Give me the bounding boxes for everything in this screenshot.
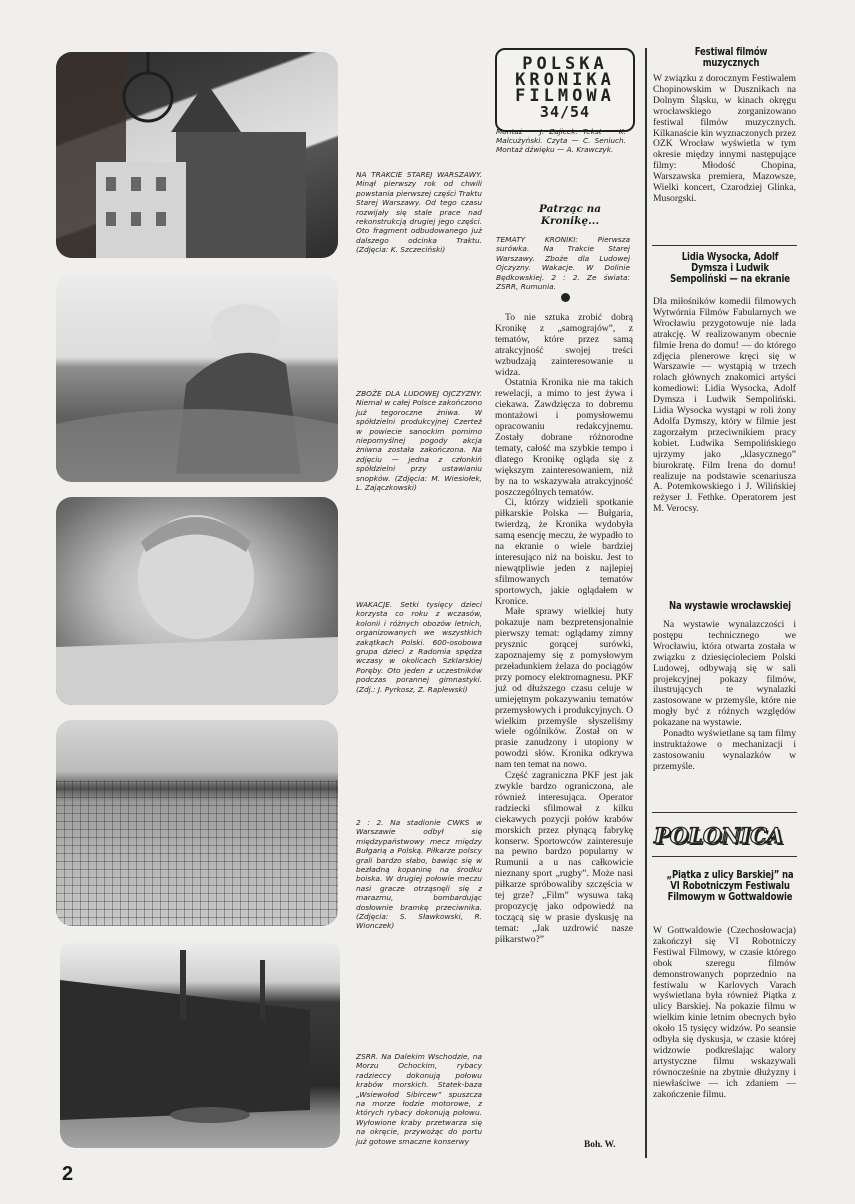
column-divider xyxy=(645,48,647,1158)
review-p5: Część zagraniczna PKF jest jak zwykle bardzo ograniczona, ale również interesująca. Operator radziecki sfilmował z kilku ciekawych pozycji połów krabów morskich przez płynącą fabrykę konserw. Sportowców zainteresuje na pewno bardzo popularny w Rumunii a u nas całkowicie nieznany sport „rugby”. Może nasi piłkarze spróbowaliby szczęścia w tej grze? „Film” wysuwa taką propozycję jako odpowiedź na toczącą się w prasie dyskusję na temat: „Jak uzdrowić nasze piłkarstwo?” xyxy=(495,770,633,945)
caption-harvest: ZBOŻE DLA LUDOWEJ OJCZYZNY. Niemal w całej Polsce zakończono już tegoroczne żniwa. W spółdzielni produkcyjnej Czerteż w powiecie sanockim pomimo niepomyślnej pogody akcja żniwna została zakończona. Na zdjęciu — jedna z członkiń spółdzielni przy ustawianiu snopków. (Zdjęcia: M. Wiesiołek, L. Zajączkowski) xyxy=(356,389,482,493)
photo-football-match xyxy=(56,720,338,926)
page-number: 2 xyxy=(62,1163,74,1185)
heading-wroclaw-exhibition: Na wystawie wrocławskiej xyxy=(669,600,791,612)
heading-patrzac-na-kronike: Patrząc na Kronikę... xyxy=(538,203,602,227)
caption-holidays: WAKACJE. Setki tysięcy dzieci korzysta co roku z wczasów, kolonii i różnych obozów letnich, organizowanych we wszystkich zakątkach Polski. 600-osobowa grupa dzieci z Radomia spędza wczasy w okolicach Szklarskiej Poręby. Oto jeden z uczestników podczas porannej gimnastyki. (Zdj.: J. Pyrkosz, Z. Raplewski) xyxy=(356,600,482,694)
heading-wysocka-dymsza: Lidia Wysocka, Adolf Dymsza i Ludwik Sempoliński — na ekranie xyxy=(670,251,790,285)
section-bullet xyxy=(561,293,570,302)
credits: Montaż — J. Zajicek. Tekst — K. Malcużyński. Czyta — C. Seniuch. Montaż dźwięku — A. Krawczyk. xyxy=(496,127,626,154)
review-p2: Ostatnia Kronika nie ma takich rewelacji, a mimo to jest żywa i ciekawa. Zawdzięcza to dobremu montażowi i pomysłowemu opracowaniu redakcyjnemu. Zostały dobrane różnorodne tematy, całość ma szybkie tempo i dlatego Kronikę ogląda się z większym zainteresowaniem, niż by na to wskazywała atrakcyjność poszczególnych tematów. xyxy=(495,377,633,498)
heading-piatka-z-ulicy-barskiej: „Piątka z ulicy Barskiej” na VI Robotniczym Festiwalu Filmowym w Gottwaldowie xyxy=(666,869,794,903)
photo-harvest-worker xyxy=(56,274,338,482)
right-divider-1 xyxy=(652,245,797,246)
wroclaw-exhibition-p1: Na wystawie wynalazczości i postępu technicznego we Wrocławiu, która otwarta została w związku z dziesięcioleciem Polski Ludowej, odbywają się w sali projekcyjnej pokazy filmów, ilustrujących te wynalazki zastosowane w przemyśle, które nie mogły być z różnych względów pokazane na wystawie. xyxy=(653,619,796,729)
wroclaw-exhibition-text xyxy=(653,620,796,773)
wroclaw-exhibition-p2: Ponadto wyświetlane są tam filmy instruktażowe o mechanizacji i zastosowaniu wynalazków w przemyśle. xyxy=(653,728,796,772)
masthead-issue: 34/54 xyxy=(539,103,591,121)
photo-boy-gymnastics xyxy=(56,497,338,705)
review-p1: To nie sztuka zrobić dobrą Kronikę z „samograjów”, z tematów, które przez samą atrakcyjność swojej treści wzbudzają zainteresowanie u widza. xyxy=(495,312,633,378)
masthead-line-3: FILMOWA xyxy=(515,86,615,106)
masthead-line-1: POLSKA xyxy=(522,54,608,74)
masthead-line-2: KRONIKA xyxy=(515,70,615,90)
photo-old-town-street xyxy=(56,52,338,258)
right-divider-3 xyxy=(652,856,797,857)
review-signature: Boh. W. xyxy=(584,1140,616,1150)
review-p4: Małe sprawy wielkiej huty pokazuje nam bezpretensjonalnie pierwszy temat: oglądamy zimny prysznic gorącej surówki, zapoznajemy się z pomysłowym przeładunkiem żelaza do pociągów przy pomocy elektromagnesu. PKF już od dłuższego czasu celuje w umiejętnym pokazywaniu tematów przemysłowych i produkcyjnych. O wielkim przemyśle słyszeliśmy wiele ogólników. Został on w prasie zanudzony i utopiony w powodzi słów. Kronika odkrywa nam ten temat na nowo. xyxy=(495,606,633,771)
topics: TEMATY KRONIKI: Pierwsza surówka. Na Trakcie Starej Warszawy. Zboże dla Ludowej Ojczyzny. Wakacje. W Dolinie Będkowskiej. 2 : 2. Ze świata: ZSRR, Rumunia. xyxy=(496,235,630,292)
wysocka-dymsza-text: Dla miłośników komedii filmowych Wytwórnia Filmów Fabularnych we Wrocławiu przygotowuje nie lada atrakcję. W realizowanym obecnie filmie Irena do domu! — do którego zdjęcia plenerowe kręci się w Warszawie — wystąpią w trzech rolach głównych znakomici artyści komediowi: Lidia Wysocka, Adolf Dymsza i Ludwik Sempoliński. Lidia Wysocka wystąpi w roli żony Adolfa Dymszy, który w filmie jest zagorzałym przeciwnikiem pracy kobiet. Ludwika Sempolińskiego ujrzymy jako „klasycznego” biurokratę. Film Irena do domu! realizuje na podstawie scenariusza A. Potemkowskiego i J. Wilińskiej reżyser J. Fethke. Operatorem jest M. Verocsy. xyxy=(653,296,796,515)
photo-fishing-ship xyxy=(60,940,340,1148)
caption-ussr: ZSRR. Na Dalekim Wschodzie, na Morzu Ochockim, rybacy radzieccy dokonują połowu krabów morskich. Statek-baza „Wsiewołod Sibircew” spuszcza na morze łodzie motorowe, z których rybacy dokonują połowu. Wyłowione kraby przetwarza się na okręcie, przywożąc do portu już gotowe smaczne konserwy xyxy=(356,1052,482,1146)
review-p3: Ci, którzy widzieli spotkanie piłkarskie Polska — Bułgaria, twierdzą, że Kronika wydobyła samą esencję meczu, że wypadło to na ekranie o wiele bardziej interesująco niż na boisku. Jest to niewątpliwie jeden z najlepiej sfilmowanych tematów sportowych, jakie oglądałem w Kronice. xyxy=(495,497,633,607)
right-divider-2 xyxy=(652,812,797,813)
heading-music-festival: Festiwal filmów muzycznych xyxy=(694,46,768,69)
masthead-polska-kronika-filmowa xyxy=(495,48,635,132)
polonica-banner: POLONICA xyxy=(654,823,784,848)
review-article xyxy=(495,313,633,946)
piatka-text: W Gottwaldowie (Czechosłowacja) zakończył się VI Robotniczy Festiwal Filmowy, w czasie którego obok szeregu filmów demonstrowanych poprzednio na festiwalu w Karlovych Varach wyświetlana była również Piątka z ulicy Barskiej. Na pokazie filmu w wielkim kinie letnim obecnych było około 15 tysięcy widzów. Po seansie odbyła się dyskusja, w czasie której widzowie podkreślając walory artystyczne filmu wskazywali równocześnie na zbytnie dłużyzny i niewłaściwe — ich zdaniem — zakończenie filmu. xyxy=(653,925,796,1100)
caption-football: 2 : 2. Na stadionie CWKS w Warszawie odbył się międzypaństwowy mecz między Bułgarią a Polską. Piłkarze polscy grali bardzo słabo, bawiąc się w bezładną kopaninę na środku boiska. W drugiej połowie meczu nasi gracze otrząsnęli się z marazmu, bombardując dosłownie bramkę przeciwnika. (Zdjęcia: S. Sławkowski, R. Wionczek) xyxy=(356,818,482,931)
music-festival-text: W związku z dorocznym Festiwalem Chopinowskim w Dusznikach na Dolnym Śląsku, w kinach okręgu wrocławskiego zorganizowano festiwal filmów muzycznych. Kilkanaście kin wyznaczonych przez OZK Wrocław wyświetla w tym okresie między innymi następujące filmy: Młodość Chopina, Warszawska premiera, Mazowsze, Wielki koncert, Czarodziej Glinka, Musorgski. xyxy=(653,73,796,204)
caption-old-town: NA TRAKCIE STAREJ WARSZAWY. Minął pierwszy rok od chwili powstania pierwszej części Traktu Starej Warszawy. Od tego czasu rozwijały się stale prace nad rekonstrukcją drugiej jego części. Oto fragment odbudowanego już dalszego odcinka Traktu. (Zdjęcia: K. Szczeciński) xyxy=(356,170,482,255)
